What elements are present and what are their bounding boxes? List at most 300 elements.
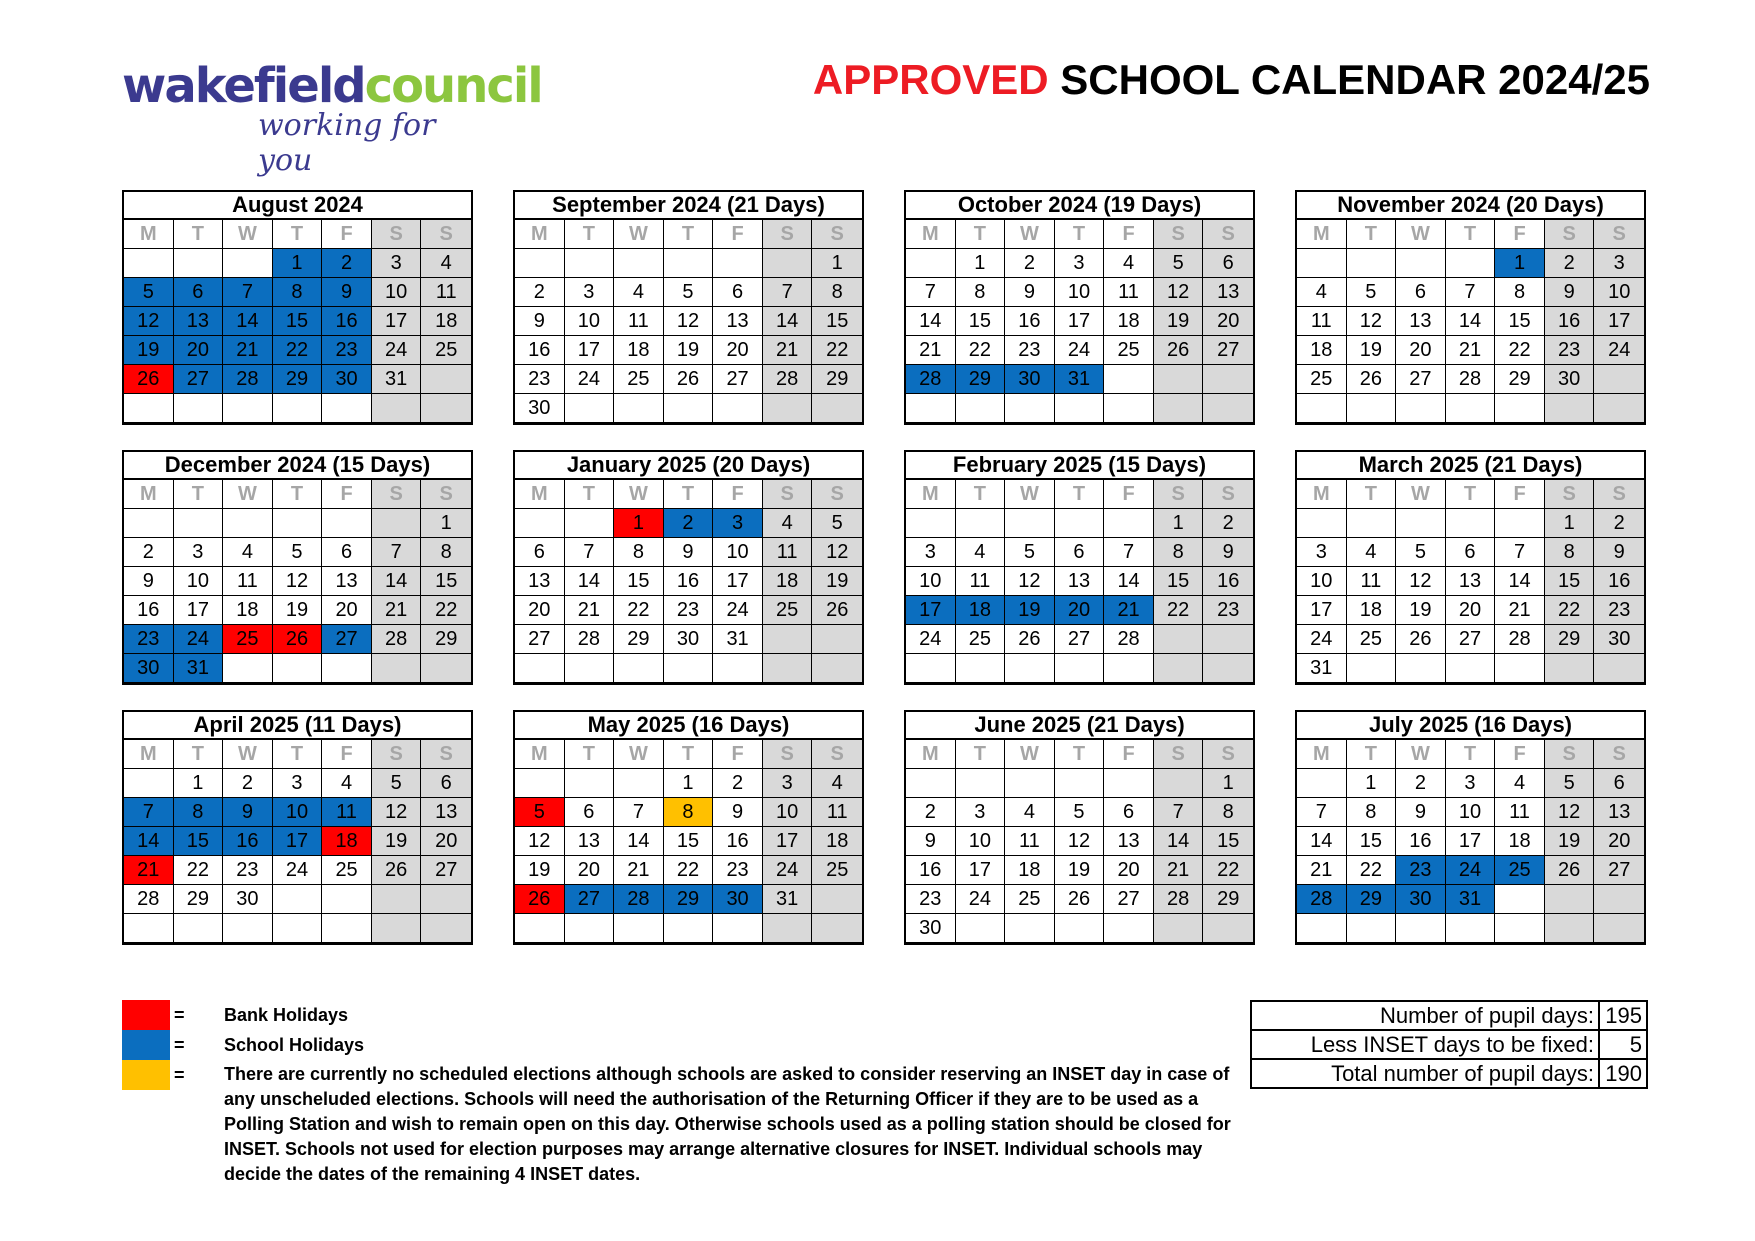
day-cell: 10 — [713, 538, 763, 567]
month-grid — [1297, 740, 1644, 943]
day-cell: 30 — [124, 654, 174, 683]
day-cell: 21 — [124, 856, 174, 885]
empty-day-cell — [1545, 654, 1595, 683]
weekday-header: T — [1347, 480, 1397, 509]
empty-day-cell — [565, 509, 615, 538]
weekday-header: M — [124, 220, 174, 249]
weekday-header: S — [1594, 480, 1644, 509]
empty-day-cell — [1446, 249, 1496, 278]
month-grid — [515, 220, 862, 423]
day-cell: 18 — [1347, 596, 1397, 625]
day-cell: 25 — [322, 856, 372, 885]
day-cell: 1 — [1545, 509, 1595, 538]
day-cell: 15 — [1203, 827, 1253, 856]
empty-day-cell — [273, 914, 323, 943]
weekday-header: S — [1203, 480, 1253, 509]
summary-value: 195 — [1599, 1001, 1647, 1030]
weekday-header: M — [515, 220, 565, 249]
day-cell: 26 — [1545, 856, 1595, 885]
empty-day-cell — [124, 394, 174, 423]
empty-day-cell — [906, 249, 956, 278]
day-cell: 13 — [1594, 798, 1644, 827]
day-cell: 22 — [614, 596, 664, 625]
day-cell: 16 — [322, 307, 372, 336]
day-cell: 15 — [273, 307, 323, 336]
empty-day-cell — [812, 625, 862, 654]
empty-day-cell — [1203, 625, 1253, 654]
day-cell: 12 — [372, 798, 422, 827]
day-cell: 12 — [1005, 567, 1055, 596]
day-cell: 25 — [1005, 885, 1055, 914]
day-cell: 17 — [1446, 827, 1496, 856]
day-cell: 29 — [1203, 885, 1253, 914]
day-cell: 6 — [565, 798, 615, 827]
weekday-header: S — [763, 220, 813, 249]
weekday-header: T — [1055, 220, 1105, 249]
empty-day-cell — [1594, 654, 1644, 683]
empty-day-cell — [1005, 509, 1055, 538]
empty-day-cell — [223, 914, 273, 943]
empty-day-cell — [1297, 769, 1347, 798]
day-cell: 20 — [421, 827, 471, 856]
day-cell: 23 — [515, 365, 565, 394]
weekday-header: M — [1297, 740, 1347, 769]
day-cell: 18 — [956, 596, 1006, 625]
empty-day-cell — [565, 914, 615, 943]
weekday-header: T — [1055, 740, 1105, 769]
day-cell: 11 — [1495, 798, 1545, 827]
day-cell: 16 — [1203, 567, 1253, 596]
day-cell: 19 — [1055, 856, 1105, 885]
day-cell: 15 — [664, 827, 714, 856]
empty-day-cell — [515, 249, 565, 278]
day-cell: 14 — [372, 567, 422, 596]
day-cell: 6 — [1396, 278, 1446, 307]
weekday-header: F — [322, 480, 372, 509]
day-cell: 8 — [1495, 278, 1545, 307]
empty-day-cell — [763, 654, 813, 683]
day-cell: 11 — [1347, 567, 1397, 596]
empty-day-cell — [1495, 394, 1545, 423]
empty-day-cell — [906, 769, 956, 798]
day-cell: 5 — [1396, 538, 1446, 567]
day-cell: 22 — [664, 856, 714, 885]
day-cell: 4 — [322, 769, 372, 798]
month-grid — [1297, 220, 1644, 423]
month-title: October 2024 (19 Days) — [906, 192, 1253, 220]
month-title: August 2024 — [124, 192, 471, 220]
empty-day-cell — [1203, 394, 1253, 423]
weekday-header: T — [1446, 220, 1496, 249]
day-cell: 10 — [1446, 798, 1496, 827]
empty-day-cell — [1055, 769, 1105, 798]
empty-day-cell — [372, 509, 422, 538]
empty-day-cell — [1396, 654, 1446, 683]
day-cell: 27 — [713, 365, 763, 394]
day-cell: 31 — [763, 885, 813, 914]
weekday-header: S — [1545, 740, 1595, 769]
day-cell: 16 — [1594, 567, 1644, 596]
day-cell: 30 — [223, 885, 273, 914]
summary-label: Number of pupil days: — [1251, 1001, 1599, 1030]
weekday-header: S — [372, 220, 422, 249]
day-cell: 13 — [1203, 278, 1253, 307]
day-cell: 28 — [1446, 365, 1496, 394]
empty-day-cell — [124, 769, 174, 798]
day-cell: 18 — [1495, 827, 1545, 856]
empty-day-cell — [421, 914, 471, 943]
day-cell: 16 — [223, 827, 273, 856]
empty-day-cell — [906, 654, 956, 683]
weekday-header: S — [812, 220, 862, 249]
empty-day-cell — [1005, 654, 1055, 683]
day-cell: 10 — [906, 567, 956, 596]
empty-day-cell — [1104, 509, 1154, 538]
day-cell: 25 — [763, 596, 813, 625]
day-cell: 9 — [515, 307, 565, 336]
day-cell: 19 — [372, 827, 422, 856]
empty-day-cell — [1297, 249, 1347, 278]
day-cell: 29 — [812, 365, 862, 394]
day-cell: 7 — [372, 538, 422, 567]
month-calendar — [513, 190, 864, 425]
day-cell: 21 — [614, 856, 664, 885]
day-cell: 11 — [1005, 827, 1055, 856]
empty-day-cell — [906, 394, 956, 423]
day-cell: 11 — [614, 307, 664, 336]
empty-day-cell — [421, 885, 471, 914]
weekday-header: T — [956, 480, 1006, 509]
summary-row — [1251, 1030, 1647, 1059]
day-cell: 17 — [1055, 307, 1105, 336]
month-calendar — [122, 450, 473, 685]
month-title: December 2024 (15 Days) — [124, 452, 471, 480]
day-cell: 9 — [906, 827, 956, 856]
day-cell: 8 — [812, 278, 862, 307]
day-cell: 30 — [1545, 365, 1595, 394]
day-cell: 26 — [812, 596, 862, 625]
day-cell: 24 — [565, 365, 615, 394]
month-grid — [124, 220, 471, 423]
day-cell: 28 — [565, 625, 615, 654]
empty-day-cell — [223, 654, 273, 683]
day-cell: 4 — [1104, 249, 1154, 278]
day-cell: 8 — [1347, 798, 1397, 827]
day-cell: 19 — [812, 567, 862, 596]
day-cell: 6 — [515, 538, 565, 567]
day-cell: 13 — [713, 307, 763, 336]
day-cell: 16 — [124, 596, 174, 625]
day-cell: 16 — [1545, 307, 1595, 336]
empty-day-cell — [1495, 509, 1545, 538]
day-cell: 15 — [174, 827, 224, 856]
day-cell: 2 — [1594, 509, 1644, 538]
legend-row-school — [122, 1030, 1242, 1060]
day-cell: 28 — [614, 885, 664, 914]
day-cell: 30 — [1396, 885, 1446, 914]
day-cell: 6 — [322, 538, 372, 567]
day-cell: 28 — [1154, 885, 1204, 914]
empty-day-cell — [565, 249, 615, 278]
month-title: September 2024 (21 Days) — [515, 192, 862, 220]
day-cell: 30 — [322, 365, 372, 394]
day-cell: 12 — [1347, 307, 1397, 336]
day-cell: 8 — [1203, 798, 1253, 827]
month-grid — [124, 740, 471, 943]
month-title: March 2025 (21 Days) — [1297, 452, 1644, 480]
empty-day-cell — [1154, 654, 1204, 683]
day-cell: 24 — [956, 885, 1006, 914]
weekday-header: M — [906, 740, 956, 769]
empty-day-cell — [273, 394, 323, 423]
empty-day-cell — [713, 249, 763, 278]
empty-day-cell — [515, 914, 565, 943]
weekday-header: T — [1446, 740, 1496, 769]
empty-day-cell — [1446, 914, 1496, 943]
day-cell: 19 — [515, 856, 565, 885]
day-cell: 8 — [1545, 538, 1595, 567]
day-cell: 4 — [1495, 769, 1545, 798]
weekday-header: T — [273, 220, 323, 249]
empty-day-cell — [1154, 365, 1204, 394]
empty-day-cell — [1005, 914, 1055, 943]
month-calendar — [904, 450, 1255, 685]
day-cell: 18 — [1104, 307, 1154, 336]
empty-day-cell — [421, 654, 471, 683]
empty-day-cell — [1055, 509, 1105, 538]
day-cell: 14 — [223, 307, 273, 336]
empty-day-cell — [614, 769, 664, 798]
day-cell: 5 — [372, 769, 422, 798]
day-cell: 7 — [1154, 798, 1204, 827]
day-cell: 28 — [223, 365, 273, 394]
day-cell: 29 — [664, 885, 714, 914]
day-cell: 7 — [614, 798, 664, 827]
day-cell: 7 — [906, 278, 956, 307]
weekday-header: T — [1347, 220, 1397, 249]
weekday-header: F — [1104, 480, 1154, 509]
summary-row — [1251, 1059, 1647, 1088]
empty-day-cell — [1396, 249, 1446, 278]
day-cell: 19 — [1005, 596, 1055, 625]
month-grid — [906, 740, 1253, 943]
empty-day-cell — [1545, 394, 1595, 423]
day-cell: 2 — [1545, 249, 1595, 278]
empty-day-cell — [1545, 885, 1595, 914]
empty-day-cell — [322, 885, 372, 914]
day-cell: 25 — [614, 365, 664, 394]
month-title: February 2025 (15 Days) — [906, 452, 1253, 480]
empty-day-cell — [322, 509, 372, 538]
day-cell: 29 — [273, 365, 323, 394]
day-cell: 23 — [322, 336, 372, 365]
empty-day-cell — [372, 885, 422, 914]
day-cell: 21 — [1297, 856, 1347, 885]
empty-day-cell — [1396, 509, 1446, 538]
day-cell: 28 — [763, 365, 813, 394]
day-cell: 9 — [713, 798, 763, 827]
weekday-header: F — [1495, 480, 1545, 509]
day-cell: 5 — [1347, 278, 1397, 307]
day-cell: 2 — [322, 249, 372, 278]
bank-holiday-swatch — [122, 1000, 170, 1030]
day-cell: 12 — [1055, 827, 1105, 856]
day-cell: 5 — [664, 278, 714, 307]
day-cell: 29 — [956, 365, 1006, 394]
weekday-header: T — [273, 480, 323, 509]
day-cell: 3 — [906, 538, 956, 567]
day-cell: 26 — [515, 885, 565, 914]
weekday-header: S — [763, 480, 813, 509]
day-cell: 7 — [124, 798, 174, 827]
day-cell: 6 — [1203, 249, 1253, 278]
empty-day-cell — [174, 394, 224, 423]
month-grid — [515, 480, 862, 683]
day-cell: 9 — [664, 538, 714, 567]
weekday-header: T — [1055, 480, 1105, 509]
day-cell: 20 — [1104, 856, 1154, 885]
day-cell: 9 — [124, 567, 174, 596]
day-cell: 30 — [515, 394, 565, 423]
day-cell: 22 — [812, 336, 862, 365]
day-cell: 1 — [614, 509, 664, 538]
day-cell: 14 — [1297, 827, 1347, 856]
weekday-header: F — [1104, 740, 1154, 769]
empty-day-cell — [956, 654, 1006, 683]
day-cell: 4 — [1347, 538, 1397, 567]
day-cell: 27 — [515, 625, 565, 654]
legend — [122, 1000, 1242, 1184]
weekday-header: T — [1347, 740, 1397, 769]
empty-day-cell — [1297, 914, 1347, 943]
day-cell: 20 — [565, 856, 615, 885]
day-cell: 9 — [1594, 538, 1644, 567]
weekday-header: T — [956, 220, 1006, 249]
month-calendar — [1295, 450, 1646, 685]
day-cell: 31 — [1055, 365, 1105, 394]
day-cell: 14 — [565, 567, 615, 596]
empty-day-cell — [174, 509, 224, 538]
day-cell: 7 — [1297, 798, 1347, 827]
day-cell: 4 — [614, 278, 664, 307]
weekday-header: F — [322, 740, 372, 769]
day-cell: 17 — [565, 336, 615, 365]
day-cell: 13 — [515, 567, 565, 596]
day-cell: 22 — [1203, 856, 1253, 885]
empty-day-cell — [812, 394, 862, 423]
day-cell: 14 — [906, 307, 956, 336]
empty-day-cell — [1203, 365, 1253, 394]
day-cell: 7 — [223, 278, 273, 307]
day-cell: 28 — [124, 885, 174, 914]
day-cell: 20 — [1055, 596, 1105, 625]
day-cell: 1 — [812, 249, 862, 278]
empty-day-cell — [713, 914, 763, 943]
day-cell: 1 — [1203, 769, 1253, 798]
day-cell: 20 — [1446, 596, 1496, 625]
day-cell: 30 — [906, 914, 956, 943]
empty-day-cell — [273, 509, 323, 538]
day-cell: 11 — [1104, 278, 1154, 307]
day-cell: 7 — [565, 538, 615, 567]
empty-day-cell — [1446, 394, 1496, 423]
day-cell: 23 — [664, 596, 714, 625]
empty-day-cell — [1055, 654, 1105, 683]
day-cell: 14 — [1154, 827, 1204, 856]
day-cell: 4 — [812, 769, 862, 798]
empty-day-cell — [223, 509, 273, 538]
day-cell: 14 — [124, 827, 174, 856]
day-cell: 23 — [1594, 596, 1644, 625]
empty-day-cell — [664, 249, 714, 278]
day-cell: 1 — [1495, 249, 1545, 278]
weekday-header: T — [565, 480, 615, 509]
weekday-header: S — [372, 740, 422, 769]
empty-day-cell — [812, 885, 862, 914]
weekday-header: T — [956, 740, 1006, 769]
empty-day-cell — [664, 654, 714, 683]
summary-value: 190 — [1599, 1059, 1647, 1088]
day-cell: 12 — [1396, 567, 1446, 596]
empty-day-cell — [763, 249, 813, 278]
empty-day-cell — [421, 365, 471, 394]
weekday-header: W — [614, 220, 664, 249]
empty-day-cell — [1055, 914, 1105, 943]
day-cell: 9 — [1005, 278, 1055, 307]
day-cell: 26 — [1396, 625, 1446, 654]
empty-day-cell — [1005, 394, 1055, 423]
day-cell: 8 — [273, 278, 323, 307]
day-cell: 8 — [956, 278, 1006, 307]
day-cell: 16 — [1005, 307, 1055, 336]
legend-school-label: School Holidays — [224, 1035, 365, 1055]
day-cell: 3 — [1055, 249, 1105, 278]
empty-day-cell — [273, 654, 323, 683]
day-cell: 21 — [565, 596, 615, 625]
weekday-header: T — [664, 740, 714, 769]
logo-name-part2: council — [364, 58, 542, 114]
empty-day-cell — [565, 394, 615, 423]
weekday-header: F — [1104, 220, 1154, 249]
weekday-header: S — [1154, 480, 1204, 509]
weekday-header: F — [713, 220, 763, 249]
empty-day-cell — [1495, 885, 1545, 914]
logo-tagline: working for you — [258, 108, 436, 178]
day-cell: 5 — [1005, 538, 1055, 567]
weekday-header: F — [713, 480, 763, 509]
day-cell: 26 — [1005, 625, 1055, 654]
day-cell: 11 — [1297, 307, 1347, 336]
day-cell: 24 — [372, 336, 422, 365]
empty-day-cell — [1104, 914, 1154, 943]
empty-day-cell — [124, 509, 174, 538]
day-cell: 6 — [1594, 769, 1644, 798]
day-cell: 5 — [1055, 798, 1105, 827]
day-cell: 22 — [1347, 856, 1397, 885]
month-calendar — [122, 190, 473, 425]
empty-day-cell — [372, 654, 422, 683]
day-cell: 12 — [1545, 798, 1595, 827]
day-cell: 26 — [1055, 885, 1105, 914]
weekday-header: S — [1594, 740, 1644, 769]
legend-equals: = — [174, 1005, 185, 1025]
day-cell: 18 — [223, 596, 273, 625]
day-cell: 22 — [174, 856, 224, 885]
day-cell: 11 — [322, 798, 372, 827]
empty-day-cell — [1495, 654, 1545, 683]
day-cell: 19 — [1396, 596, 1446, 625]
day-cell: 27 — [174, 365, 224, 394]
